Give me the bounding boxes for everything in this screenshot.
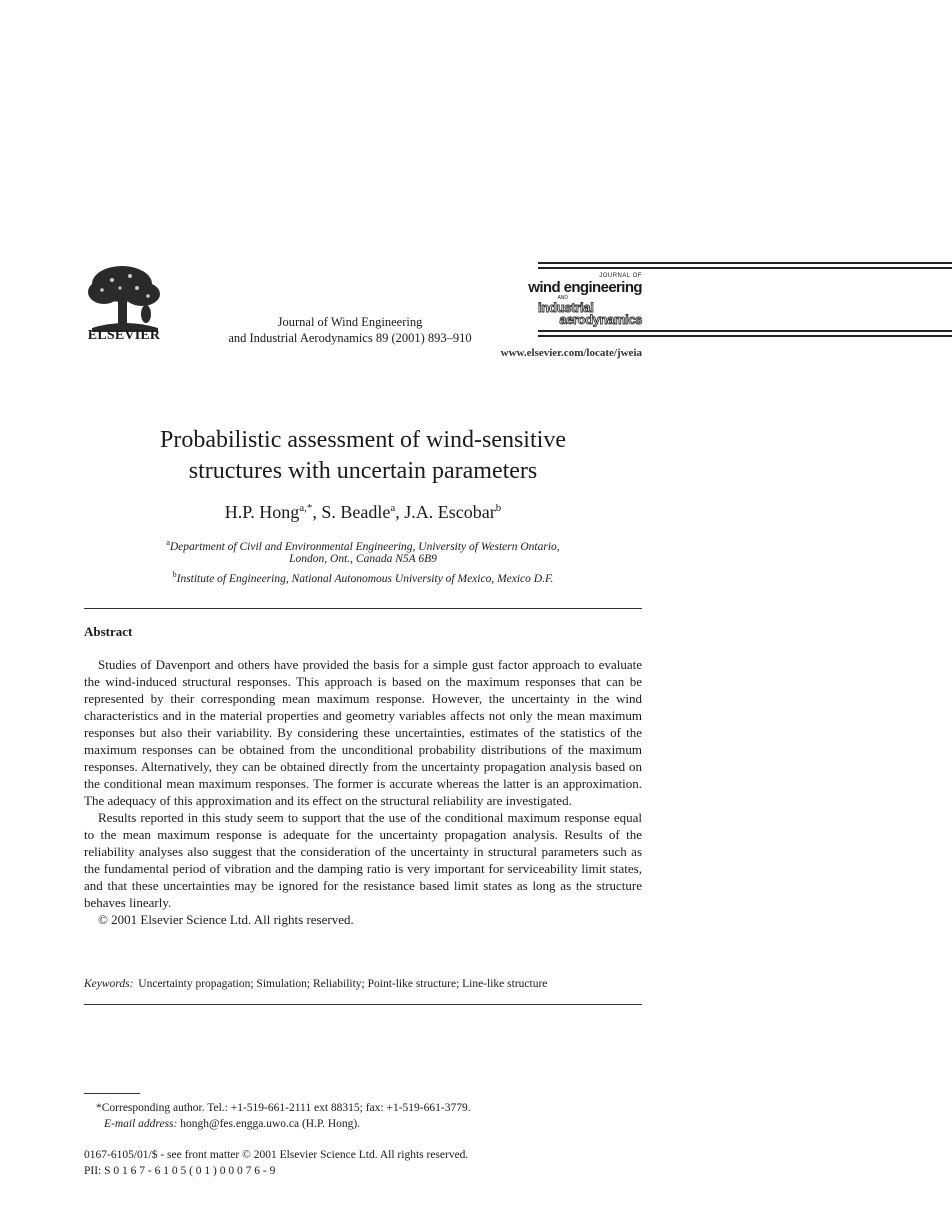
corresponding-author-note: *Corresponding author. Tel.: +1-519-661-2111 ext 88315; fax: +1-519-661-3779.	[96, 1102, 471, 1114]
affil-mark-b: b	[172, 570, 177, 579]
brand-journal-of: JOURNAL OF	[599, 273, 642, 279]
affiliation-b	[84, 567, 642, 587]
author-name: H.P. Hong	[224, 502, 300, 522]
paper-title-line2: structures with uncertain parameters	[188, 458, 538, 484]
keywords-label: Keywords:	[84, 978, 134, 990]
abstract-heading: Abstract	[84, 624, 133, 639]
author-name: S. Beadle	[321, 502, 391, 522]
author-affil-mark: a,*	[299, 502, 313, 514]
abstract-body	[84, 656, 642, 928]
abstract-paragraph-2: Results reported in this study seem to support that the use of the conditional maximum response equal to the mean maximum response is adequate for the uncertainty propagation analysis. Results of the reliability analyses also suggest that the consideration of the uncertainty in structural parameters such as the fundamental period of vibration and the damping ratio is very important for serviceability limit states, and that these uncertainties may be ignored for the resistance based limit states as long as the structure behaves linearly.	[84, 810, 642, 910]
email-note	[104, 1116, 360, 1132]
front-matter-note: 0167-6105/01/$ - see front matter © 2001 Elsevier Science Ltd. All rights reserved.	[84, 1149, 469, 1161]
divider-bottom	[84, 1004, 642, 1005]
pii-note: PII: S 0 1 6 7 - 6 1 0 5 ( 0 1 ) 0 0 0 7 6 - 9	[84, 1165, 276, 1177]
journal-name: Journal of Wind Engineering	[277, 315, 423, 329]
affil-mark-a: a	[166, 538, 170, 547]
brand-wind-engineering: wind engineering	[528, 279, 642, 296]
affiliation-b-line: Institute of Engineering, National Autonomous University of Mexico, Mexico D.F.	[176, 572, 554, 585]
divider-top	[84, 608, 642, 609]
brand-and: AND	[557, 295, 568, 301]
affiliation-a-line2: London, Ont., Canada N5A 6B9	[289, 553, 437, 565]
author-list: H.P. Hong$^{a,*}$, S. Beadle$^a$, J.A. Escobar$^b$	[224, 502, 502, 522]
author-affil-mark: a	[390, 502, 396, 514]
affiliation-a-line1: Department of Civil and Environmental Engineering, University of Western Ontario,	[169, 540, 560, 553]
email-address: hongh@fes.engga.uwo.ca (H.P. Hong).	[180, 1118, 361, 1130]
keywords-text: Uncertainty propagation; Simulation; Reliability; Point-like structure; Line-like structure	[138, 978, 548, 990]
publisher-name: ELSEVIER	[87, 328, 161, 343]
brand-industrial: industrial	[538, 300, 594, 315]
email-label: E-mail address:	[104, 1118, 178, 1130]
journal-volume: and Industrial Aerodynamics 89 (2001) 893–910	[228, 331, 472, 345]
abstract-paragraph-1: Studies of Davenport and others have provided the basis for a simple gust factor approach to evaluate the wind-induced structural responses. This approach is based on the maximum responses that can be represented by their corresponding mean maximum response. However, the uncertainty in the wind characteristics and in the material properties and geometry variables affects not only the mean maximum responses but also their variability. By considering these uncertainties, estimates of the statistics of the maximum responses can be obtained from the unconditional probability distributions of the maximum responses. Alternatively, they can be obtained directly from the uncertainty propagation analysis based on the conditional mean maximum responses. The former is accurate whereas the latter is an approximation. The adequacy of this approximation and its effect on the structural reliability are investigated.	[84, 657, 642, 808]
journal-brand-logo	[510, 262, 642, 330]
author-affil-mark: b	[495, 502, 502, 514]
brand-aerodynamics: aerodynamics	[559, 312, 642, 327]
keywords	[84, 978, 642, 990]
paper-title-line1: Probabilistic assessment of wind-sensitive	[160, 427, 566, 453]
footnote-rule	[84, 1093, 140, 1094]
abstract-copyright: © 2001 Elsevier Science Ltd. All rights reserved.	[98, 912, 354, 927]
journal-url: www.elsevier.com/locate/jweia	[500, 347, 642, 359]
author-name: J.A. Escobar	[404, 502, 496, 522]
